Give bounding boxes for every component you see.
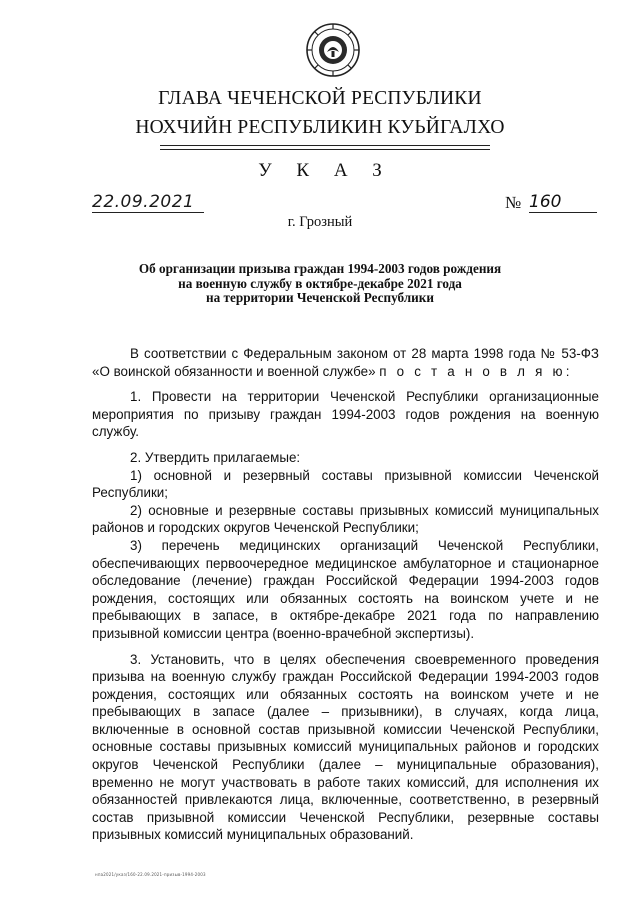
header-divider [160, 145, 490, 146]
preamble [92, 345, 599, 380]
decree-word: п о с т а н о в л я ю: [379, 363, 573, 379]
header-divider [160, 149, 490, 150]
coat-of-arms-icon [305, 22, 361, 78]
number-label: № [505, 193, 522, 212]
issuer-title-chechen: НОХЧИЙН РЕСПУБЛИКИН КУЬЙГАЛХО [135, 117, 505, 138]
document-date: 22.09.2021 [92, 193, 204, 213]
issuer-title: ГЛАВА ЧЕЧЕНСКОЙ РЕСПУБЛИКИ [158, 88, 482, 109]
document-heading [100, 262, 540, 306]
document-body [92, 345, 599, 844]
paragraph: 3) перечень медицинских организаций Чеченской Республики, обеспечивающих первоочередное медицинское амбулаторное и стационарное обследование (лечение) граждан Российской Федерации 1994-2003 годов рождения, состоящих или обязанных состоять на воинском учете и не пребывающих в запасе, в октябре-декабре 2021 года по направлению призывной комиссии центра (военно-врачебной экспертизы). [92, 537, 599, 641]
document-number: 160 [529, 193, 597, 213]
document-city: г. Грозный [287, 214, 353, 230]
document-type: У К А З [258, 160, 392, 181]
paragraph: 2. Утвердить прилагаемые: [130, 449, 301, 465]
footer-stamp: нпа2021/указ/160-22.09.2021-призыв-1994-2003 [95, 872, 206, 877]
heading-line: на военную службу в октябре-декабре 2021 года [178, 275, 462, 291]
paragraph: 1) основной и резервный составы призывной комиссии Чеченской Республики; [92, 467, 599, 501]
heading-line: Об организации призыва граждан 1994-2003 годов рождения [138, 261, 502, 276]
paragraph: 3. Установить, что в целях обеспечения своевременного проведения призыва на военную службу граждан Российской Федерации 1994-2003 годов рождения, состоящих или обязанных состоять на воинском учете и не пребывающих в запасе (далее – призывники), в случаях, когда лица, включенные в основной состав призывной комиссии Чеченской Республики, основные составы призывных комиссий муниципальных районов и городских округов Чеченской Республики (далее – муниципальные образования), временно не могут участвовать в работе таких комиссий, для исполнения их обязанностей привлекаются лица, включенные, соответственно, в резервный состав призывной комиссии Чеченской Республики, резервные составы призывных комиссий муниципальных образований. [92, 651, 599, 843]
paragraph: 1. Провести на территории Чеченской Республики организационные мероприятия по призыву граждан 1994-2003 годов рождения на военную службу. [92, 389, 599, 440]
paragraph: 2) основные и резервные составы призывных комиссий муниципальных районов и городских округов Чеченской Республики; [92, 502, 599, 536]
heading-line: на территории Чеченской Республики [206, 290, 434, 305]
preamble-text: В соответствии с Федеральным законом от 28 марта 1998 года № 53-ФЗ «О воинской обязанности и военной службе» [92, 346, 599, 379]
